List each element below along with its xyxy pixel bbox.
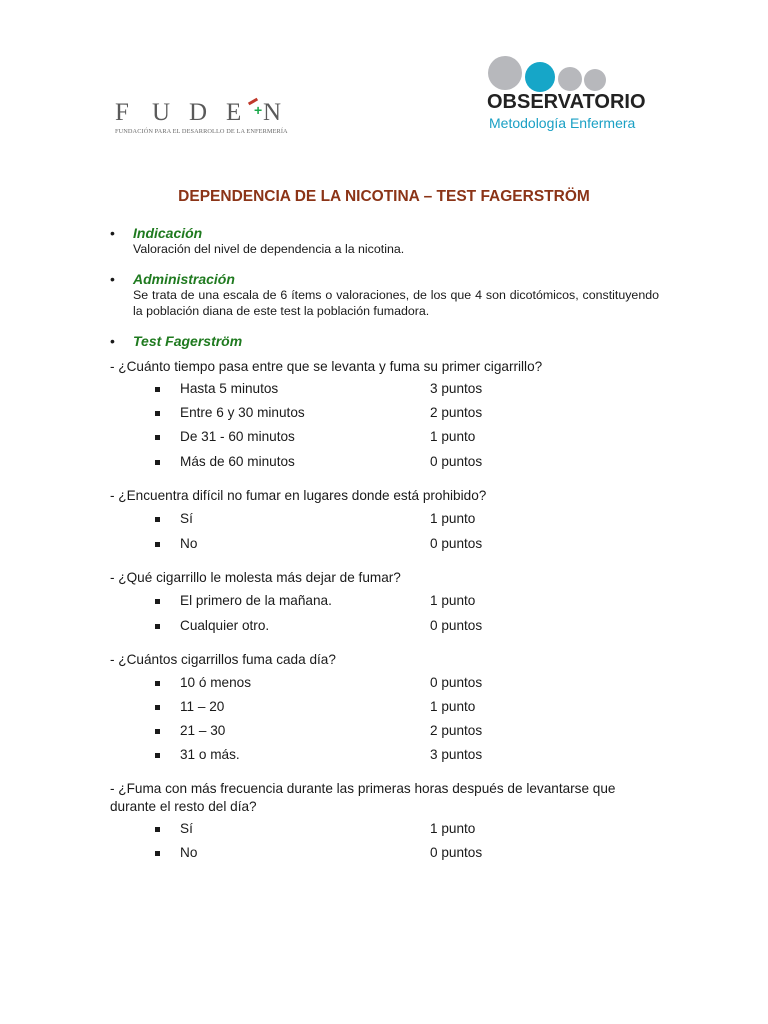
option-points: 3 puntos — [430, 747, 483, 762]
bullet-icon: • — [110, 333, 115, 349]
option-points: 1 punto — [430, 699, 476, 714]
option-points: 0 puntos — [430, 845, 483, 860]
logo-circle — [488, 56, 522, 90]
option-points: 0 puntos — [430, 618, 483, 633]
square-bullet-icon — [155, 435, 160, 440]
option-label: No — [180, 845, 198, 860]
square-bullet-icon — [155, 411, 160, 416]
square-bullet-icon — [155, 599, 160, 604]
option-label: No — [180, 536, 198, 551]
observatorio-subtitle: Metodología Enfermera — [489, 115, 636, 131]
option-points: 3 puntos — [430, 381, 483, 396]
option-row — [155, 536, 555, 556]
option-points: 1 punto — [430, 429, 476, 444]
option-label: Cualquier otro. — [180, 618, 270, 633]
option-label: Hasta 5 minutos — [180, 381, 279, 396]
option-label: 11 – 20 — [180, 699, 225, 714]
square-bullet-icon — [155, 517, 160, 522]
observatorio-title: OBSERVATORIO — [487, 91, 646, 113]
square-bullet-icon — [155, 705, 160, 710]
option-label: El primero de la mañana. — [180, 593, 332, 608]
option-row — [155, 381, 555, 401]
option-row — [155, 405, 555, 425]
section-heading: Administración — [133, 271, 235, 287]
square-bullet-icon — [155, 387, 160, 392]
option-row — [155, 723, 555, 743]
option-label: 31 o más. — [180, 747, 240, 762]
option-row — [155, 747, 555, 767]
option-row — [155, 511, 555, 531]
logo-circle-accent — [525, 62, 555, 92]
square-bullet-icon — [155, 460, 160, 465]
option-label: 21 – 30 — [180, 723, 226, 738]
square-bullet-icon — [155, 827, 160, 832]
bullet-icon: • — [110, 271, 115, 287]
question-5: - ¿Fuma con más frecuencia durante las primeras horas después de levantarse que durante el resto del día? — [110, 781, 616, 814]
logo-circle — [584, 69, 606, 91]
fuden-logo-wordmark: F U D E N + — [115, 99, 282, 126]
option-label: Entre 6 y 30 minutos — [180, 405, 305, 420]
square-bullet-icon — [155, 542, 160, 547]
option-points: 2 puntos — [430, 405, 483, 420]
option-label: Sí — [180, 511, 193, 526]
question-4: - ¿Cuántos cigarrillos fuma cada día? — [110, 652, 336, 667]
square-bullet-icon — [155, 753, 160, 758]
fuden-logo-subtitle: FUNDACIÓN PARA EL DESARROLLO DE LA ENFERMERÍA — [115, 128, 288, 135]
page-title: DEPENDENCIA DE LA NICOTINA – TEST FAGERSTRÖM — [178, 188, 590, 205]
section-heading: Test Fagerström — [133, 333, 243, 349]
question-2: - ¿Encuentra difícil no fumar en lugares donde está prohibido? — [110, 488, 487, 503]
logo-circle — [558, 67, 582, 91]
square-bullet-icon — [155, 624, 160, 629]
option-points: 1 punto — [430, 511, 476, 526]
square-bullet-icon — [155, 681, 160, 686]
square-bullet-icon — [155, 729, 160, 734]
bullet-icon: • — [110, 225, 115, 241]
question-1: - ¿Cuánto tiempo pasa entre que se levanta y fuma su primer cigarrillo? — [110, 359, 543, 374]
fuden-logo — [115, 100, 305, 136]
option-row — [155, 429, 555, 449]
option-points: 0 puntos — [430, 675, 483, 690]
option-label: Más de 60 minutos — [180, 454, 295, 469]
option-row — [155, 593, 555, 613]
option-label: 10 ó menos — [180, 675, 252, 690]
square-bullet-icon — [155, 851, 160, 856]
option-points: 2 puntos — [430, 723, 483, 738]
option-row — [155, 845, 555, 865]
section-heading: Indicación — [133, 225, 203, 241]
green-plus-icon: + — [254, 102, 263, 118]
option-row — [155, 618, 555, 638]
option-label: Sí — [180, 821, 193, 836]
option-points: 0 puntos — [430, 536, 483, 551]
option-points: 1 punto — [430, 593, 476, 608]
option-points: 0 puntos — [430, 454, 483, 469]
section-text: Valoración del nivel de dependencia a la nicotina. — [133, 242, 405, 256]
option-row — [155, 454, 555, 474]
observatorio-logo — [487, 56, 667, 136]
option-row — [155, 675, 555, 695]
option-row — [155, 821, 555, 841]
option-points: 1 punto — [430, 821, 476, 836]
question-3: - ¿Qué cigarrillo le molesta más dejar de fumar? — [110, 570, 401, 585]
section-text: Se trata de una escala de 6 ítems o valoraciones, de los que 4 son dicotómicos, constituyendo la población diana de este test la población fumadora. — [133, 288, 659, 318]
option-row — [155, 699, 555, 719]
circles-icon — [487, 56, 617, 92]
option-label: De 31 - 60 minutos — [180, 429, 295, 444]
